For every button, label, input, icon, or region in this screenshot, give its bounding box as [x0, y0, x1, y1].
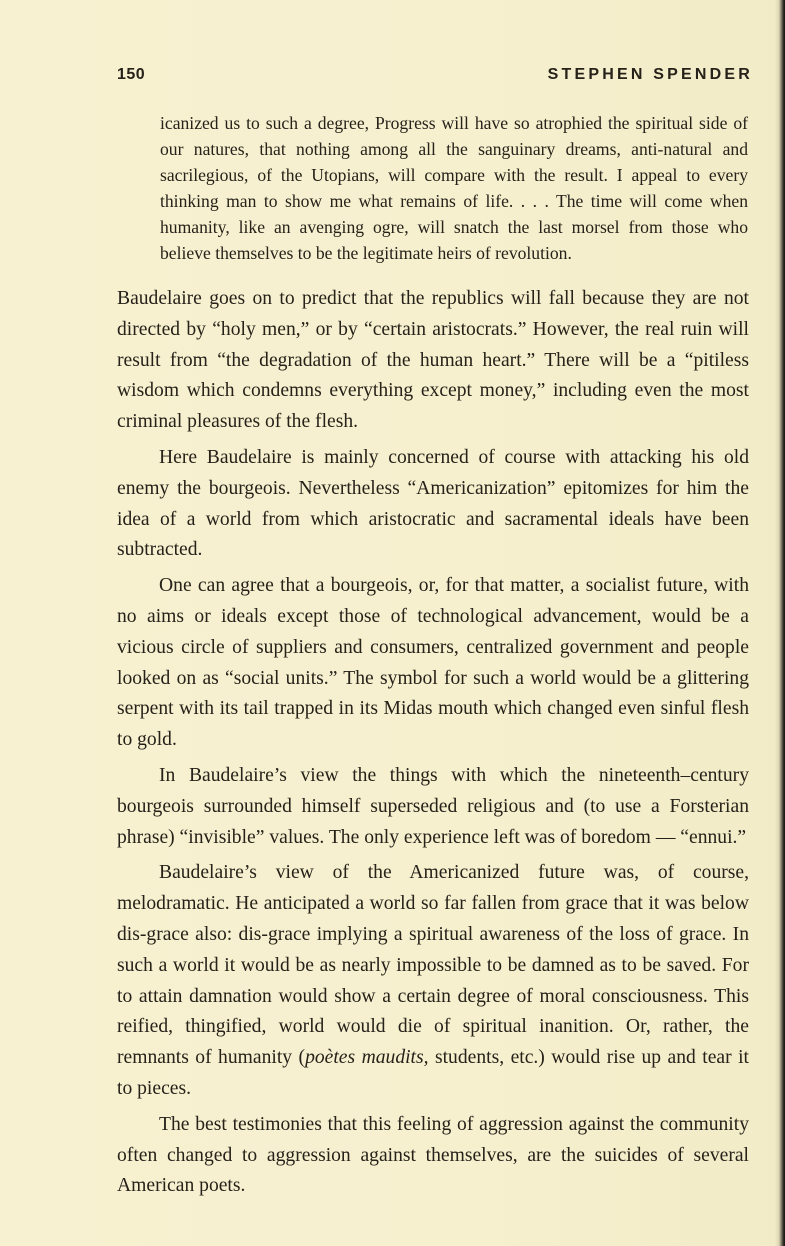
- paragraph-5-italic-phrase: poètes maudits,: [305, 1047, 429, 1069]
- page-header: [117, 66, 753, 92]
- paragraph-4: In Baudelaire’s view the things with which the nineteenth–century bourgeois surrounded himself superseded religious and (to use a Forsterian phrase) “invisible” values. The only experience left was of boredom — “ennui.”: [117, 764, 749, 848]
- paragraph-5-ending: students, etc.) would rise up and tear it to pieces.: [117, 1047, 749, 1099]
- paragraph-5: [117, 858, 749, 1104]
- paragraph-2: Here Baudelaire is mainly concerned of course with attacking his old enemy the bourgeois. Nevertheless “Americanization” epitomizes for him the idea of a world from which aristocratic and sacramental ideals have been subtracted.: [117, 446, 749, 561]
- paragraph-6: The best testimonies that this feeling of aggression against the community often changed to aggression against themselves, are the suicides of several American poets.: [117, 1113, 749, 1197]
- running-head: STEPHEN SPENDER: [547, 66, 753, 83]
- paragraph-1: Baudelaire goes on to predict that the republics will fall because they are not directed by “holy men,” or by “certain aristocrats.” However, the real ruin will result from “the degradation of the human heart.” There will be a “pitiless wisdom which condemns everything except money,” including even the most criminal pleasures of the flesh.: [117, 288, 749, 433]
- paragraph-5-text: Baudelaire’s view of the Americanized future was, of course, melodramatic. He anticipated a world so far fallen from grace that it was below dis-grace also: dis-grace implying a spiritual awareness of the loss of grace. In such a world it would be as nearly impossible to be damned as to be saved. For to attain damnation would show a certain degree of moral consciousness. This reified, thingified, world would die of spiritual inanition. Or, rather, the remnants of humanity (: [117, 862, 749, 1069]
- block-quote: icanized us to such a degree, Progress will have so atrophied the spiritual side of our natures, that nothing among all the sanguinary dreams, anti-natural and sacrilegious, of the Utopians, will compare with the result. I appeal to every thinking man to show me what remains of life. . . . The time will come when humanity, like an avenging ogre, will snatch the last morsel from those who believe themselves to be the legitimate heirs of revolution.: [160, 113, 748, 263]
- page-edge-shadow: [775, 0, 785, 1246]
- page-number: 150: [117, 66, 146, 83]
- body-text: [117, 284, 749, 1202]
- paragraph-3: One can agree that a bourgeois, or, for that matter, a socialist future, with no aims or ideals except those of technological advancement, would be a vicious circle of suppliers and consumers, centralized government and people looked on as “social units.” The symbol for such a world would be a glittering serpent with its tail trapped in its Midas mouth which changed even sinful flesh to gold.: [117, 575, 749, 751]
